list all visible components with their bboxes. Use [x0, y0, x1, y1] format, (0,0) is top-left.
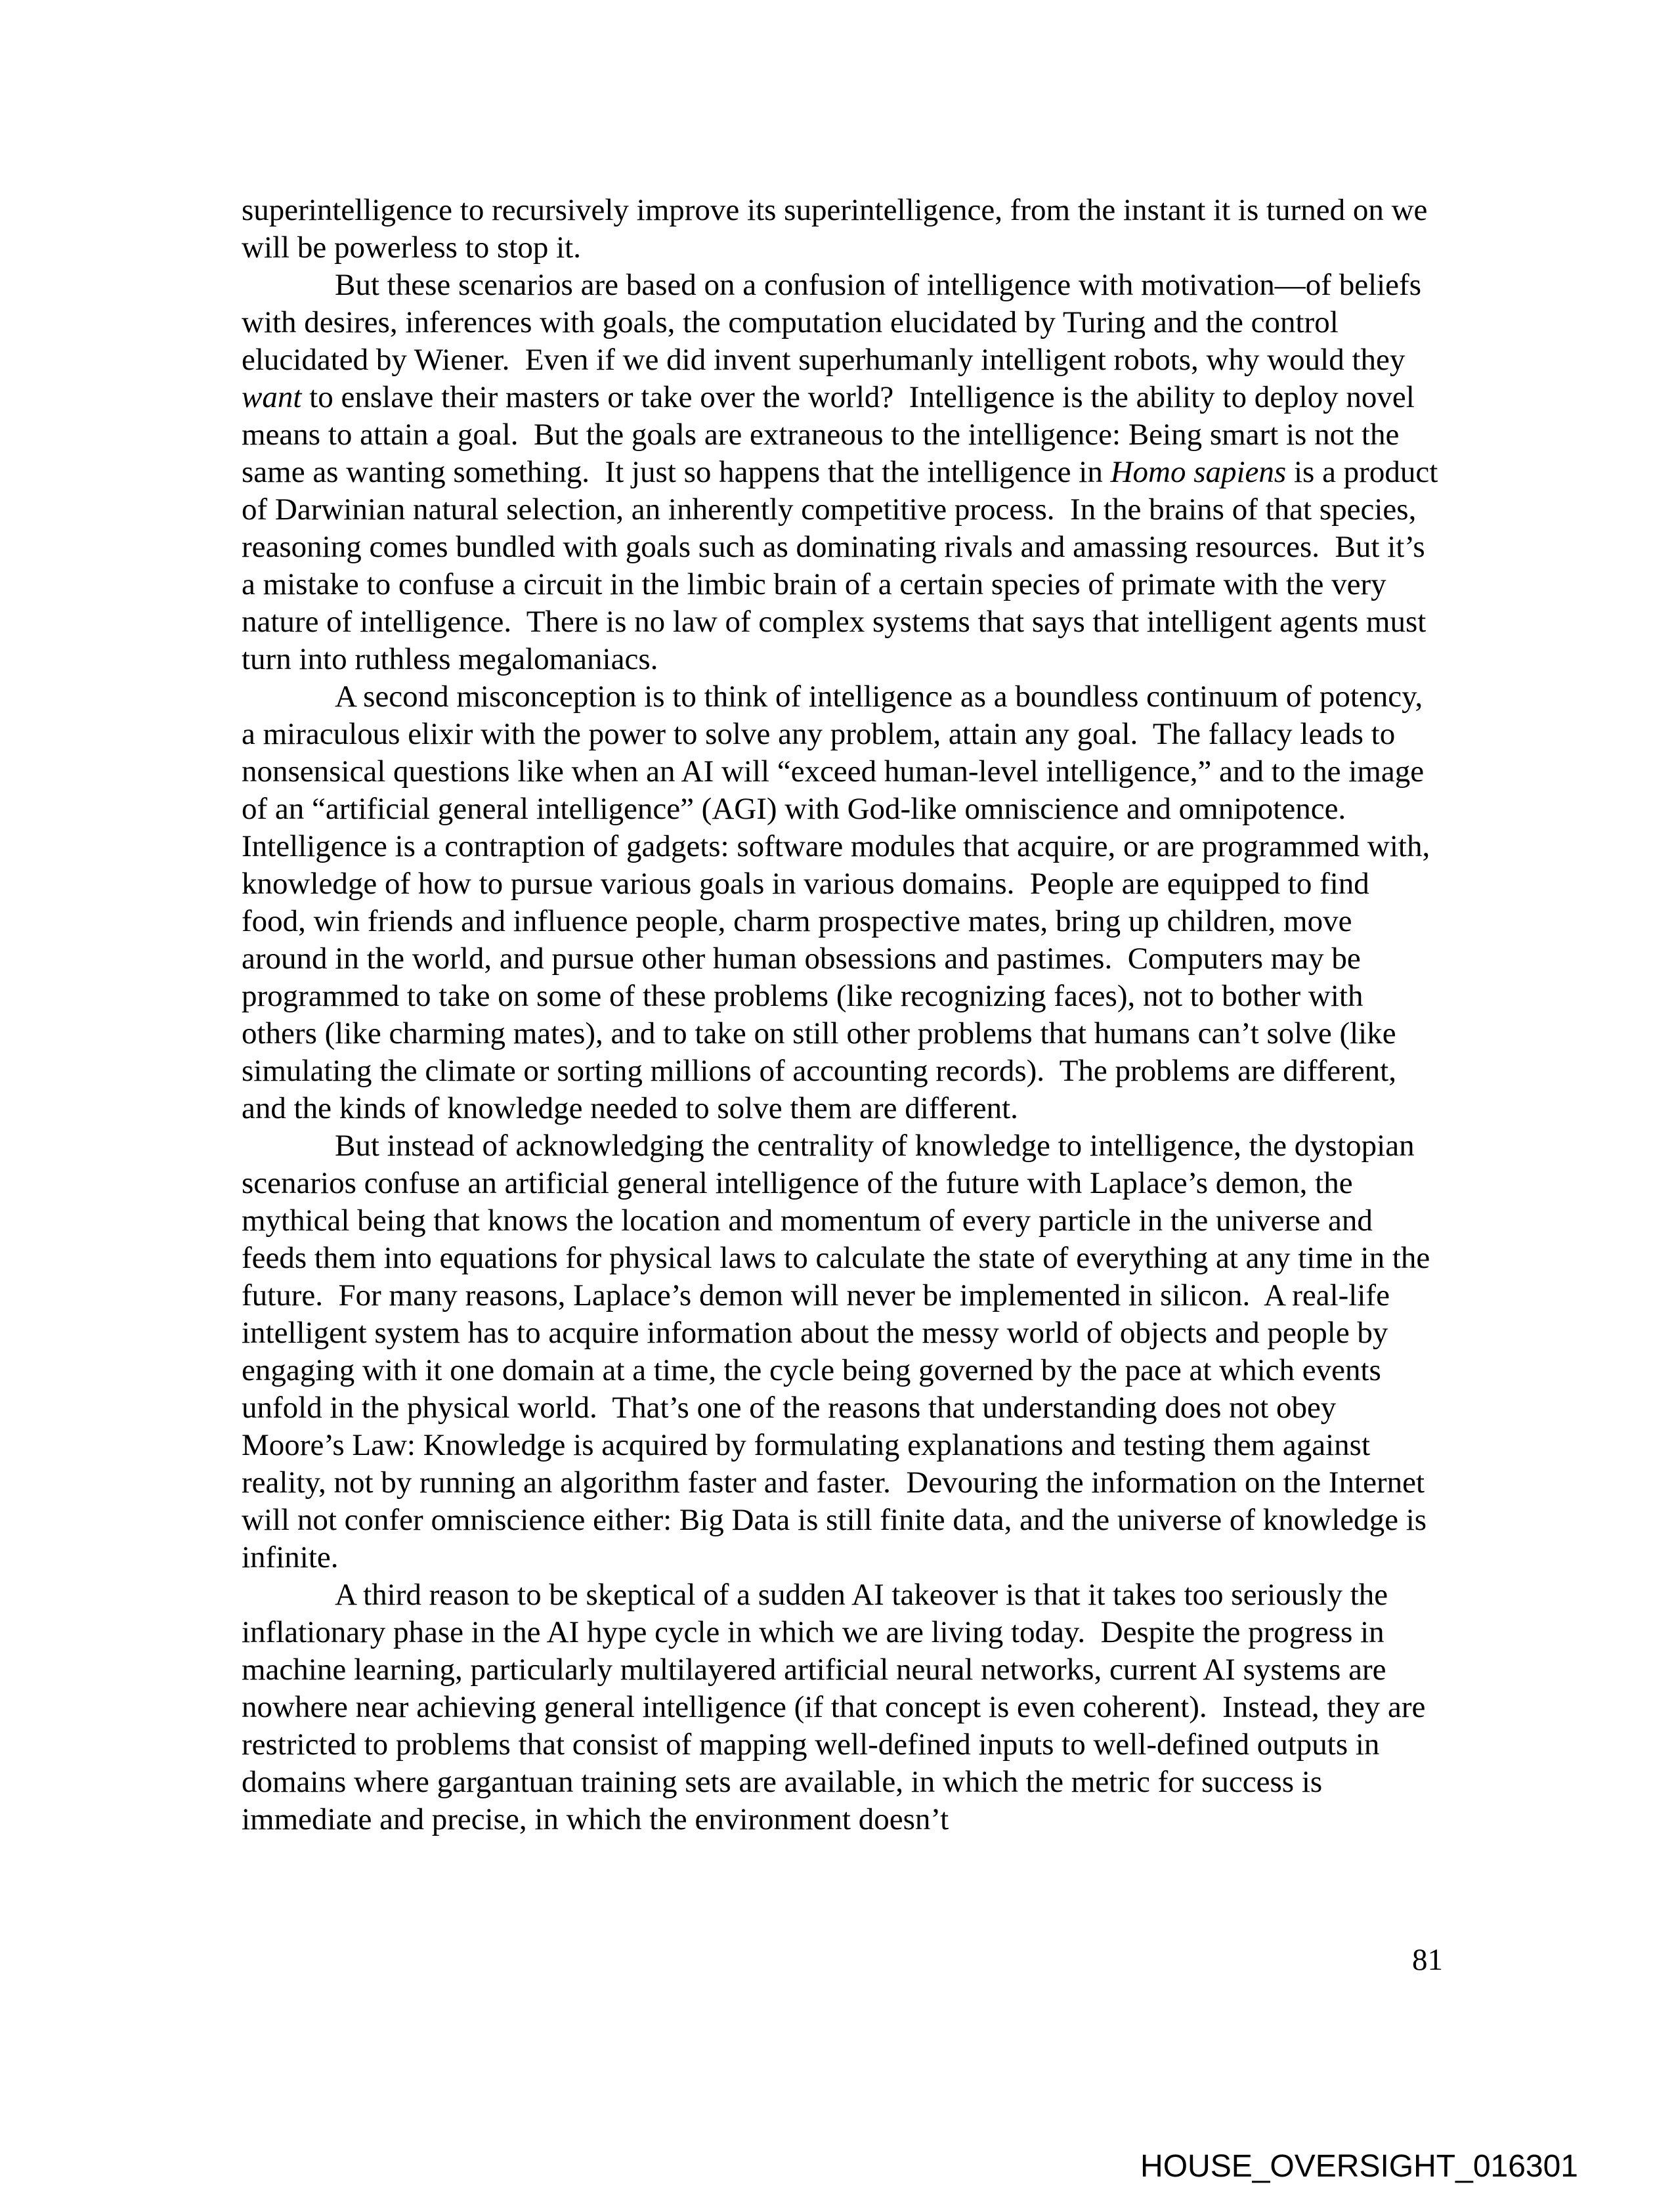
paragraph: [242, 1576, 1440, 1838]
paragraph: [242, 192, 1440, 267]
body-text: is a product of Darwinian natural selection, an inherently competitive process. In the brains of that species, reasoning comes bundled with goals such as dominating rivals and amassing resources. But it’s a mistake to confuse a circuit in the limbic brain of a certain species of primate with the very nature of intelligence. There is no law of complex systems that says that intelligent agents must turn into ruthless megalomaniacs.: [242, 455, 1446, 676]
document-body: [242, 192, 1446, 1838]
paragraph: [242, 678, 1440, 1127]
footer-bates-number: HOUSE_OVERSIGHT_016301: [1140, 2149, 1578, 2184]
paragraph: [242, 1127, 1440, 1576]
body-text: But instead of acknowledging the centrality of knowledge to intelligence, the dystopian scenarios confuse an artificial general intelligence of the future with Laplace’s demon, the mythical being that knows the location and momentum of every particle in the universe and feeds them into equations for physical laws to calculate the state of everything at any time in the future. For many reasons, Laplace’s demon will never be implemented in silicon. A real-life intelligent system has to acquire information about the messy world of objects and people by engaging with it one domain at a time, the cycle being governed by the pace at which events unfold in the physical world. That’s one of the reasons that understanding does not obey Moore’s Law: Knowledge is acquired by formulating explanations and testing them against reality, not by running an algorithm faster and faster. Devouring the information on the Internet will not confer omniscience either: Big Data is still finite data, and the universe of knowledge is infinite.: [242, 1129, 1438, 1574]
body-text: A third reason to be skeptical of a sudden AI takeover is that it takes too seriously the inflationary phase in the AI hype cycle in which we are living today. Despite the progress in machine learning, particularly multilayered artificial neural networks, current AI systems are nowhere near achieving general intelligence (if that concept is even coherent). Instead, they are restricted to problems that consist of mapping well-defined inputs to well-defined outputs in domains where gargantuan training sets are available, in which the metric for success is immediate and precise, in which the environment doesn’t: [242, 1578, 1434, 1836]
body-text: A second misconception is to think of intelligence as a boundless continuum of potency, a miraculous elixir with the power to solve any problem, attain any goal. The fallacy leads to nonsensical questions like when an AI will “exceed human-level intelligence,” and to the image of an “artificial general intelligence” (AGI) with God-like omniscience and omnipotence. Intelligence is a contraption of gadgets: software modules that acquire, or are programmed with, knowledge of how to pursue various goals in various domains. People are equipped to find food, win friends and influence people, charm prospective mates, bring up children, move around in the world, and pursue other human obsessions and pastimes. Computers may be programmed to take on some of these problems (like recognizing faces), not to bother with others (like charming mates), and to take on still other problems that humans can’t solve (like simulating the climate or sorting millions of accounting records). The problems are different, and the kinds of knowledge needed to solve them are different.: [242, 680, 1438, 1125]
italic-text: Homo sapiens: [1110, 455, 1287, 489]
body-text: superintelligence to recursively improve its superintelligence, from the instant it is turned on we will be powerless to stop it.: [242, 193, 1436, 265]
italic-text: want: [242, 380, 302, 414]
body-text: to enslave their masters or take over the world? Intelligence is the ability to deploy novel means to attain a goal. But the goals are extraneous to the intelligence: Being smart is not the same as wanting something. It just so happens that the intelligence in: [242, 380, 1423, 489]
paragraph: [242, 267, 1446, 678]
body-text: But these scenarios are based on a confusion of intelligence with motivation—of beliefs with desires, inferences with goals, the computation elucidated by Turing and the control elucidated by Wiener. Even if we did invent superhumanly intelligent robots, why would they: [242, 268, 1429, 377]
page-number: 81: [1412, 1943, 1443, 1977]
